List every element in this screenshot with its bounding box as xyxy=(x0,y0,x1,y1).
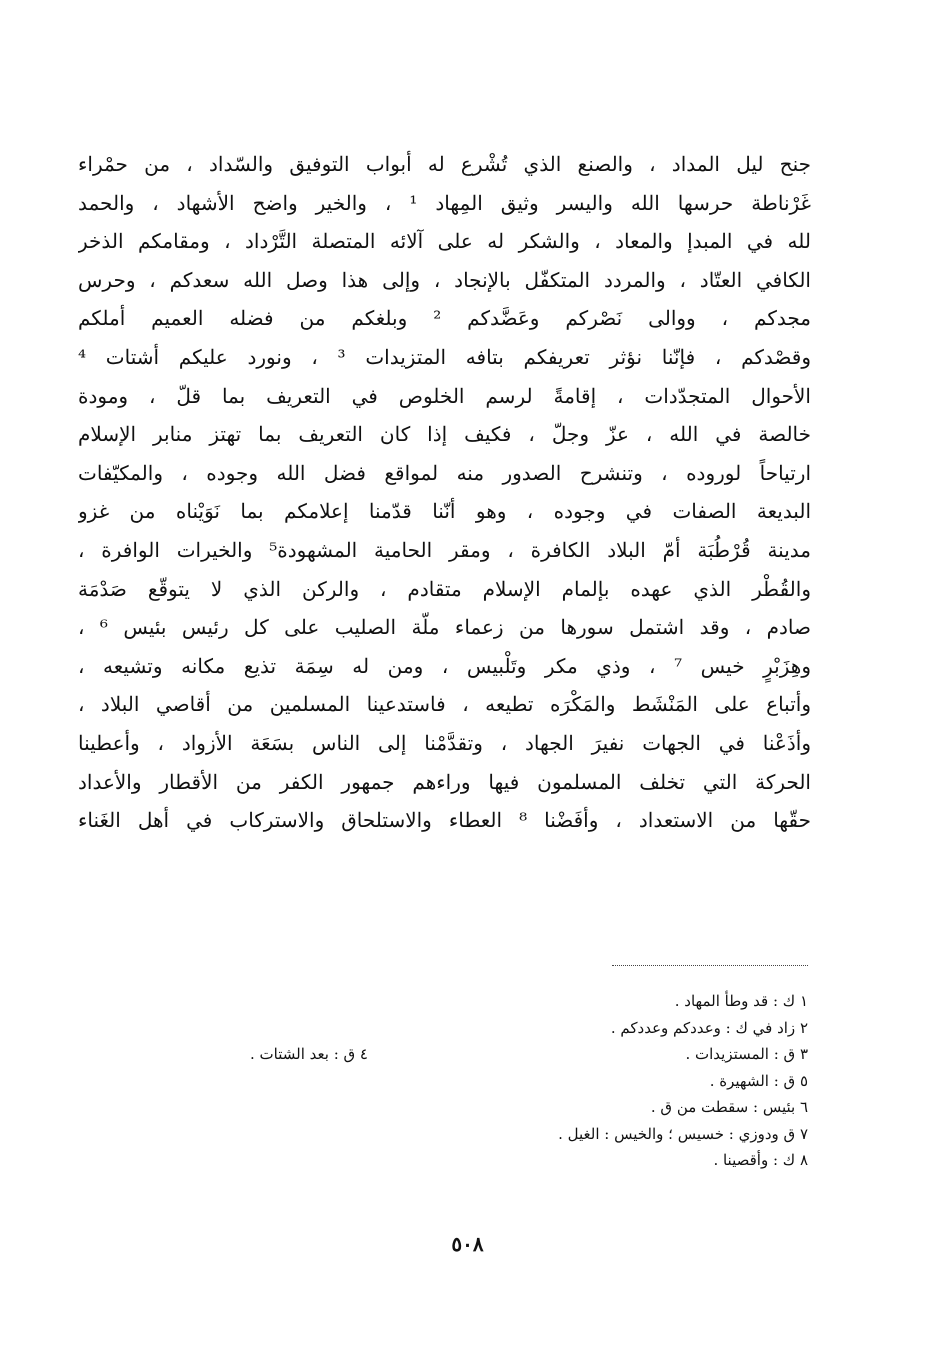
page-number: ٥٠٨ xyxy=(451,1232,484,1256)
footnote xyxy=(250,1094,808,1121)
footnote-separator xyxy=(612,965,808,966)
text-line: مجدكم ، ووالى نَصْركم وعَضَّدكم ² وبلغكم من فضله العميم أملكم xyxy=(78,306,811,331)
footnote xyxy=(250,1041,808,1068)
text-line: جنح ليل المداد ، والصنع الذي تُشْرع له أبواب التوفيق والسّداد ، من حمْراء xyxy=(78,152,811,176)
footnote-text: ٨ ك : وأقصينا . xyxy=(713,1151,808,1169)
text-line: الكافي العتّاد ، والمردد المتكفّل بالإنجاد ، وإلى هذا وصل الله سعدكم ، وحرس xyxy=(78,267,811,292)
text-line: وأتباع على المَنْشَط والمَكْرَه تطيعه ، فاستدعينا المسلمين من أقاصي البلاد ، xyxy=(78,692,811,717)
footnote-text: ٦ بئيس : سقطت من ق . xyxy=(650,1098,808,1116)
text-line: والقُطْر الذي عهده بإلمام الإسلام متقادم ، والركن الذي لا يتوقّع صَدْمَة xyxy=(78,576,811,601)
text-line: صادم ، وقد اشتمل سورها من زعماء ملّة الصليب على كل رئيس بئيس ⁶ ، xyxy=(78,615,811,640)
main-text-block xyxy=(78,145,811,840)
text-line: الحركة التي تخلف المسلمون فيها وراءهم جمهور الكفر من الأقطار والأعداد xyxy=(78,769,811,794)
text-line: خالصة في الله ، عزّ وجلّ ، فكيف إذا كان التعريف بما تهتز منابر الإسلام xyxy=(78,422,811,447)
footnote-text: ١ ك : قد وطأ المهاد . xyxy=(674,992,808,1010)
footnote-text: ٥ ق : الشهيرة . xyxy=(709,1071,808,1090)
text-line: حقّها من الاستعداد ، وأفَضْنا ⁸ العطاء والاستلحاق والاستركاب في أهل الغَناء xyxy=(78,808,811,833)
text-line: غَرْناطة حرسها الله واليسر وثيق المِهاد ¹ ، والخير واضح الأشهاد ، والحمد xyxy=(78,190,811,215)
footnote xyxy=(250,1068,808,1095)
footnote xyxy=(250,988,808,1015)
footnote xyxy=(250,1147,808,1174)
footnote-text: ٧ ق ودوزي : خسيس ؛ والخيس : الغيل . xyxy=(558,1124,808,1143)
text-line: الأحوال المتجدّدات ، إقامةً لرسم الخلوص في التعريف بما قلّ ، ومودة xyxy=(78,383,811,408)
text-line: ارتياحاً لوروده ، وتنشرح الصدور منه لمواقع فضل الله وجوده ، والمكيّفات xyxy=(78,460,811,485)
footnote xyxy=(250,1015,808,1042)
text-line: لله في المبدإ والمعاد ، والشكر له على آلائه المتصلة التَّرْداد ، ومقامكم الذخر xyxy=(78,229,811,254)
text-line: وهِزَبْرٍ خيس ⁷ ، وذي مكر وتَلْبيس ، ومن له سِمَة تذيع مكانه وتشيعه ، xyxy=(78,653,811,678)
text-line: البديعة الصفات في وجوده ، وهو أنّنا قدّمنا إعلامكم بما نَوَيْناه من غزو xyxy=(78,499,811,524)
footnote-text-secondary: ٤ ق : بعد الشتات . xyxy=(250,1045,368,1063)
footnote xyxy=(250,1121,808,1148)
text-line: مدينة قُرْطُبَة أمّ البلاد الكافرة ، ومقر الحامية المشهودة⁵ والخيرات الوافرة ، xyxy=(78,537,811,562)
text-line: وأذَعْنا في الجهات نفيرَ الجهاد ، وتقدَّمْنا إلى الناس بسَعَة الأزواد ، وأعطينا xyxy=(78,730,811,755)
footnote-text: ٢ زاد في ك : وعددكم وعددكم . xyxy=(610,1018,808,1037)
footnotes-block xyxy=(250,988,808,1174)
text-line: وقصْدكم ، فإنّنا نؤثر تعريفكم بتافه المتزيدات ³ ، ونورد عليكم أشتات ⁴ xyxy=(78,344,811,369)
footnote-text: ٣ ق : المستزيدات . xyxy=(685,1045,808,1063)
